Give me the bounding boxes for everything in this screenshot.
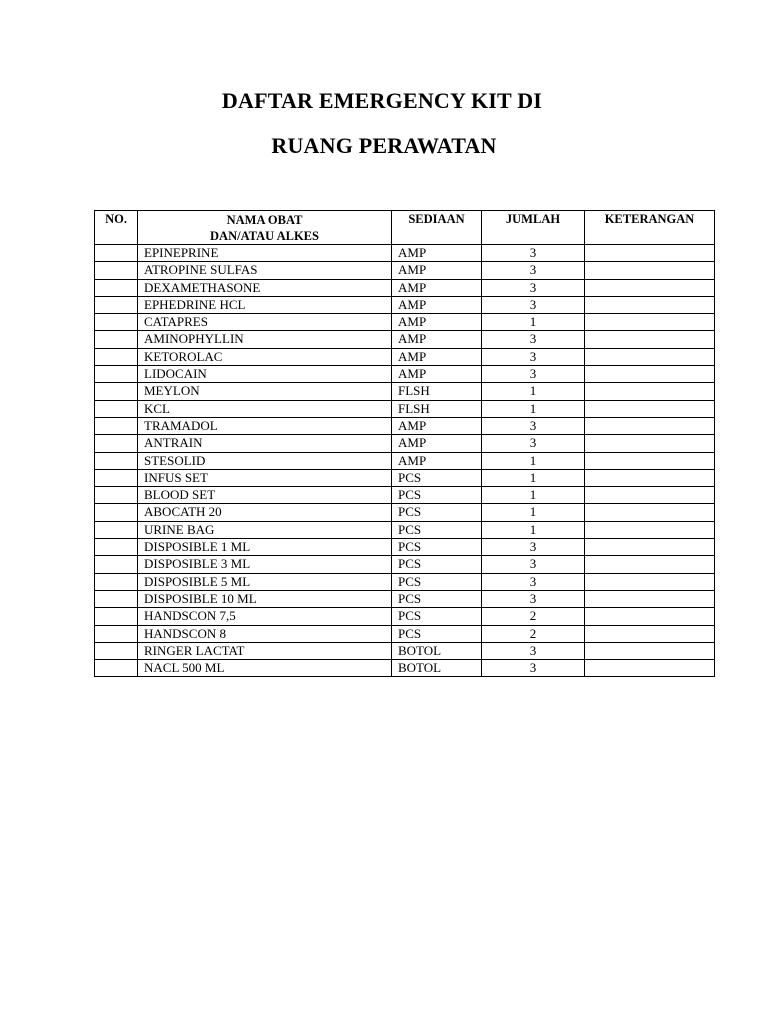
- cell-no: [95, 366, 138, 383]
- cell-keterangan: [585, 642, 715, 659]
- table-row: [95, 642, 715, 659]
- table-header: [95, 211, 715, 245]
- cell-no: [95, 245, 138, 262]
- cell-keterangan: [585, 245, 715, 262]
- cell-nama: DISPOSIBLE 5 ML: [138, 573, 392, 590]
- cell-sediaan: FLSH: [392, 400, 482, 417]
- cell-sediaan: FLSH: [392, 383, 482, 400]
- cell-nama: URINE BAG: [138, 521, 392, 538]
- cell-keterangan: [585, 366, 715, 383]
- cell-jumlah: 3: [482, 435, 585, 452]
- cell-jumlah: 1: [482, 469, 585, 486]
- document-title-line-2: RUANG PERAWATAN: [271, 133, 497, 158]
- cell-nama: KCL: [138, 400, 392, 417]
- table-row: [95, 469, 715, 486]
- cell-jumlah: 3: [482, 348, 585, 365]
- cell-nama: BLOOD SET: [138, 487, 392, 504]
- cell-jumlah: 1: [482, 504, 585, 521]
- cell-no: [95, 573, 138, 590]
- cell-keterangan: [585, 573, 715, 590]
- document-title-line-1: DAFTAR EMERGENCY KIT DI: [221, 88, 543, 113]
- cell-jumlah: 3: [482, 417, 585, 434]
- cell-keterangan: [585, 504, 715, 521]
- cell-nama: STESOLID: [138, 452, 392, 469]
- cell-nama: ABOCATH 20: [138, 504, 392, 521]
- cell-keterangan: [585, 400, 715, 417]
- cell-sediaan: PCS: [392, 504, 482, 521]
- table-row: [95, 521, 715, 538]
- table-row: [95, 383, 715, 400]
- cell-jumlah: 3: [482, 279, 585, 296]
- cell-jumlah: 3: [482, 262, 585, 279]
- table-body: [95, 245, 715, 677]
- table-row: [95, 590, 715, 607]
- cell-jumlah: 1: [482, 487, 585, 504]
- cell-sediaan: AMP: [392, 279, 482, 296]
- cell-sediaan: AMP: [392, 314, 482, 331]
- cell-jumlah: 3: [482, 642, 585, 659]
- cell-nama: DEXAMETHASONE: [138, 279, 392, 296]
- cell-nama: RINGER LACTAT: [138, 642, 392, 659]
- table-row: [95, 296, 715, 313]
- emergency-kit-table: [94, 210, 715, 677]
- table-row: [95, 400, 715, 417]
- cell-sediaan: AMP: [392, 435, 482, 452]
- cell-nama: ATROPINE SULFAS: [138, 262, 392, 279]
- table-row: [95, 435, 715, 452]
- cell-sediaan: PCS: [392, 556, 482, 573]
- cell-jumlah: 3: [482, 245, 585, 262]
- cell-sediaan: PCS: [392, 487, 482, 504]
- cell-jumlah: 3: [482, 660, 585, 677]
- cell-sediaan: PCS: [392, 590, 482, 607]
- cell-keterangan: [585, 314, 715, 331]
- table-row: [95, 608, 715, 625]
- header-sediaan: SEDIAAN: [392, 211, 482, 245]
- cell-nama: ANTRAIN: [138, 435, 392, 452]
- cell-sediaan: AMP: [392, 417, 482, 434]
- cell-nama: DISPOSIBLE 3 ML: [138, 556, 392, 573]
- cell-keterangan: [585, 521, 715, 538]
- header-nama-line-2: DAN/ATAU ALKES: [210, 229, 319, 243]
- table-row: [95, 245, 715, 262]
- cell-no: [95, 417, 138, 434]
- cell-no: [95, 608, 138, 625]
- cell-sediaan: AMP: [392, 262, 482, 279]
- cell-keterangan: [585, 296, 715, 313]
- cell-keterangan: [585, 469, 715, 486]
- cell-sediaan: AMP: [392, 452, 482, 469]
- cell-no: [95, 642, 138, 659]
- table-row: [95, 556, 715, 573]
- table-row: [95, 279, 715, 296]
- cell-no: [95, 314, 138, 331]
- cell-jumlah: 1: [482, 452, 585, 469]
- cell-no: [95, 296, 138, 313]
- cell-keterangan: [585, 262, 715, 279]
- cell-no: [95, 556, 138, 573]
- cell-no: [95, 262, 138, 279]
- cell-keterangan: [585, 487, 715, 504]
- cell-keterangan: [585, 383, 715, 400]
- cell-nama: KETOROLAC: [138, 348, 392, 365]
- cell-no: [95, 435, 138, 452]
- header-nama-line-1: NAMA OBAT: [226, 213, 303, 227]
- cell-nama: EPINEPRINE: [138, 245, 392, 262]
- cell-nama: HANDSCON 8: [138, 625, 392, 642]
- cell-nama: DISPOSIBLE 1 ML: [138, 539, 392, 556]
- header-no: NO.: [95, 211, 138, 245]
- cell-sediaan: AMP: [392, 331, 482, 348]
- cell-sediaan: BOTOL: [392, 642, 482, 659]
- cell-sediaan: BOTOL: [392, 660, 482, 677]
- cell-nama: AMINOPHYLLIN: [138, 331, 392, 348]
- cell-no: [95, 625, 138, 642]
- cell-sediaan: AMP: [392, 348, 482, 365]
- table-row: [95, 660, 715, 677]
- cell-sediaan: AMP: [392, 366, 482, 383]
- cell-keterangan: [585, 556, 715, 573]
- cell-keterangan: [585, 539, 715, 556]
- table-row: [95, 314, 715, 331]
- cell-keterangan: [585, 435, 715, 452]
- table-row: [95, 331, 715, 348]
- cell-sediaan: PCS: [392, 625, 482, 642]
- table-row: [95, 348, 715, 365]
- cell-nama: HANDSCON 7,5: [138, 608, 392, 625]
- cell-keterangan: [585, 279, 715, 296]
- cell-jumlah: 2: [482, 608, 585, 625]
- cell-jumlah: 3: [482, 331, 585, 348]
- cell-no: [95, 331, 138, 348]
- cell-no: [95, 590, 138, 607]
- cell-nama: CATAPRES: [138, 314, 392, 331]
- cell-nama: NACL 500 ML: [138, 660, 392, 677]
- cell-jumlah: 1: [482, 400, 585, 417]
- cell-jumlah: 3: [482, 556, 585, 573]
- cell-no: [95, 504, 138, 521]
- table-row: [95, 366, 715, 383]
- cell-nama: INFUS SET: [138, 469, 392, 486]
- cell-jumlah: 2: [482, 625, 585, 642]
- cell-sediaan: AMP: [392, 245, 482, 262]
- cell-no: [95, 521, 138, 538]
- table-row: [95, 539, 715, 556]
- cell-jumlah: 3: [482, 590, 585, 607]
- cell-no: [95, 400, 138, 417]
- table-row: [95, 625, 715, 642]
- cell-keterangan: [585, 452, 715, 469]
- cell-no: [95, 469, 138, 486]
- cell-no: [95, 279, 138, 296]
- cell-no: [95, 660, 138, 677]
- cell-no: [95, 452, 138, 469]
- cell-jumlah: 1: [482, 521, 585, 538]
- cell-jumlah: 3: [482, 573, 585, 590]
- cell-nama: LIDOCAIN: [138, 366, 392, 383]
- table-row: [95, 417, 715, 434]
- cell-keterangan: [585, 625, 715, 642]
- cell-nama: DISPOSIBLE 10 ML: [138, 590, 392, 607]
- cell-no: [95, 348, 138, 365]
- cell-jumlah: 3: [482, 539, 585, 556]
- cell-keterangan: [585, 608, 715, 625]
- cell-jumlah: 3: [482, 366, 585, 383]
- table-row: [95, 262, 715, 279]
- cell-sediaan: AMP: [392, 296, 482, 313]
- cell-keterangan: [585, 590, 715, 607]
- header-jumlah: JUMLAH: [482, 211, 585, 245]
- table-row: [95, 452, 715, 469]
- cell-keterangan: [585, 348, 715, 365]
- table-row: [95, 573, 715, 590]
- header-keterangan: KETERANGAN: [585, 211, 715, 245]
- cell-nama: MEYLON: [138, 383, 392, 400]
- cell-no: [95, 487, 138, 504]
- cell-no: [95, 539, 138, 556]
- cell-keterangan: [585, 660, 715, 677]
- cell-sediaan: PCS: [392, 608, 482, 625]
- cell-sediaan: PCS: [392, 469, 482, 486]
- cell-sediaan: PCS: [392, 573, 482, 590]
- cell-nama: EPHEDRINE HCL: [138, 296, 392, 313]
- cell-jumlah: 1: [482, 383, 585, 400]
- cell-sediaan: PCS: [392, 539, 482, 556]
- table-row: [95, 487, 715, 504]
- cell-keterangan: [585, 331, 715, 348]
- cell-no: [95, 383, 138, 400]
- cell-keterangan: [585, 417, 715, 434]
- header-nama: [138, 211, 392, 245]
- cell-sediaan: PCS: [392, 521, 482, 538]
- cell-nama: TRAMADOL: [138, 417, 392, 434]
- cell-jumlah: 1: [482, 314, 585, 331]
- cell-jumlah: 3: [482, 296, 585, 313]
- header-row: [95, 211, 715, 245]
- table-row: [95, 504, 715, 521]
